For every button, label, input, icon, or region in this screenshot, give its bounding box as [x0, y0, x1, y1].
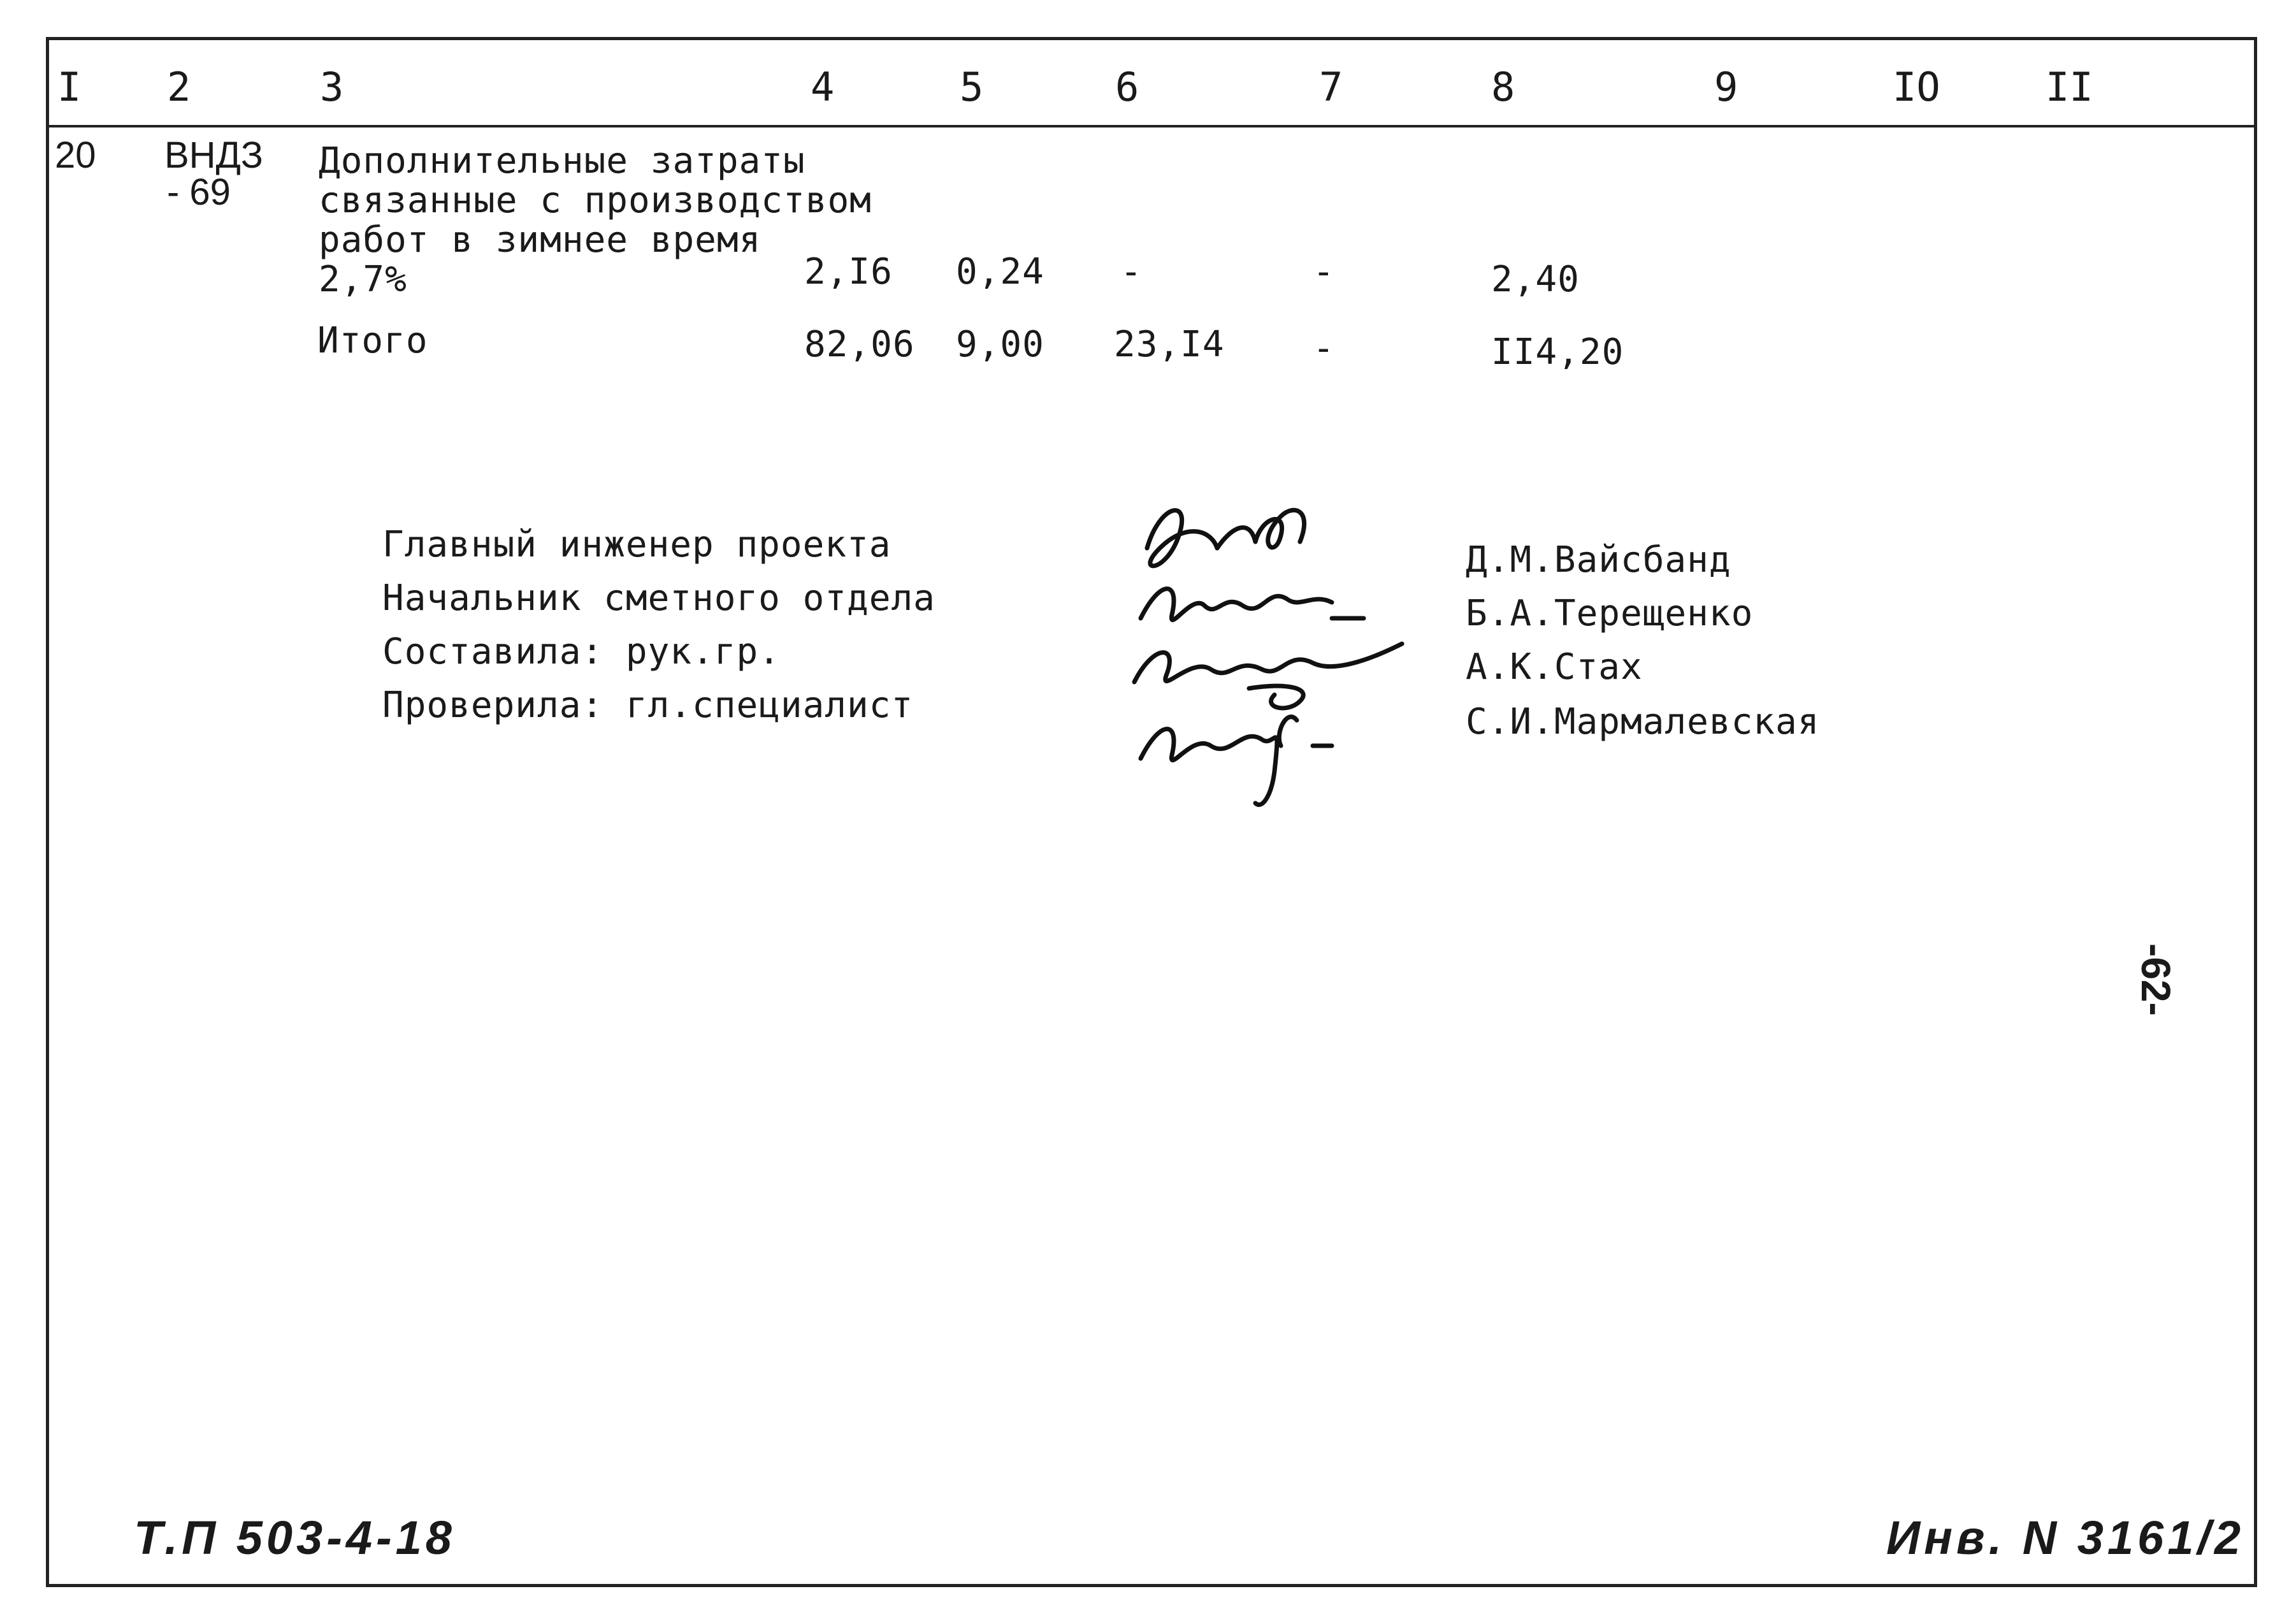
- row-value-col4: 2,I6: [804, 251, 893, 293]
- column-number-2: 2: [167, 64, 191, 110]
- column-number-9: 9: [1714, 64, 1738, 110]
- row-code-line2: - 69: [167, 171, 231, 213]
- signature-1: [1147, 510, 1304, 566]
- staff-role: Проверила: гл.специалист: [382, 685, 914, 726]
- column-number-11: II: [2046, 64, 2093, 110]
- staff-name: С.И.Мармалевская: [1466, 701, 1820, 743]
- staff-role: Составила: рук.гр.: [382, 631, 781, 672]
- row-value-col6: -: [1120, 251, 1143, 293]
- column-number-8: 8: [1491, 64, 1515, 110]
- column-number-1: I: [57, 64, 82, 110]
- row-value-col7: -: [1313, 251, 1335, 293]
- total-value-col5: 9,00: [956, 324, 1044, 365]
- description-line: связанные с производством: [319, 180, 872, 221]
- row-code-line1: ВНДЗ: [164, 134, 263, 176]
- staff-role: Главный инженер проекта: [382, 524, 892, 565]
- signature-stack: [1122, 491, 1402, 812]
- document-code: Т.П 503-4-18: [134, 1511, 456, 1564]
- signature-image: [1122, 491, 1402, 810]
- staff-name: А.К.Стах: [1466, 646, 1643, 688]
- column-number-10: IO: [1893, 64, 1940, 110]
- inventory-number: Инв. N 3161/2: [1886, 1511, 2245, 1564]
- staff-role: Начальник сметного отдела: [382, 577, 935, 619]
- row-value-col5: 0,24: [956, 251, 1044, 293]
- column-number-4: 4: [811, 64, 835, 110]
- signature-2: [1141, 589, 1364, 620]
- staff-name: Б.А.Терещенко: [1466, 593, 1754, 634]
- signature-4: [1141, 717, 1332, 805]
- signature-3: [1134, 644, 1402, 708]
- header-rule: [46, 125, 2257, 127]
- total-value-col7: -: [1313, 328, 1335, 369]
- description-line: работ в зимнее время: [319, 219, 762, 261]
- row-description: [319, 142, 872, 300]
- column-number-3: 3: [320, 64, 344, 110]
- row-value-col8: 2,40: [1491, 259, 1580, 300]
- row-number: 20: [55, 134, 96, 176]
- column-number-5: 5: [960, 64, 984, 110]
- description-line: 2,7%: [319, 259, 407, 300]
- page-number: -62-: [2133, 943, 2179, 1016]
- total-value-col4: 82,06: [804, 324, 915, 365]
- column-number-7: 7: [1319, 64, 1343, 110]
- total-value-col8: II4,20: [1491, 331, 1624, 373]
- description-line: Дополнительные затраты: [319, 140, 805, 182]
- column-number-6: 6: [1115, 64, 1139, 110]
- staff-name: Д.М.Вайсбанд: [1466, 539, 1731, 581]
- total-label: Итого: [317, 320, 428, 361]
- total-value-col6: 23,I4: [1114, 324, 1225, 365]
